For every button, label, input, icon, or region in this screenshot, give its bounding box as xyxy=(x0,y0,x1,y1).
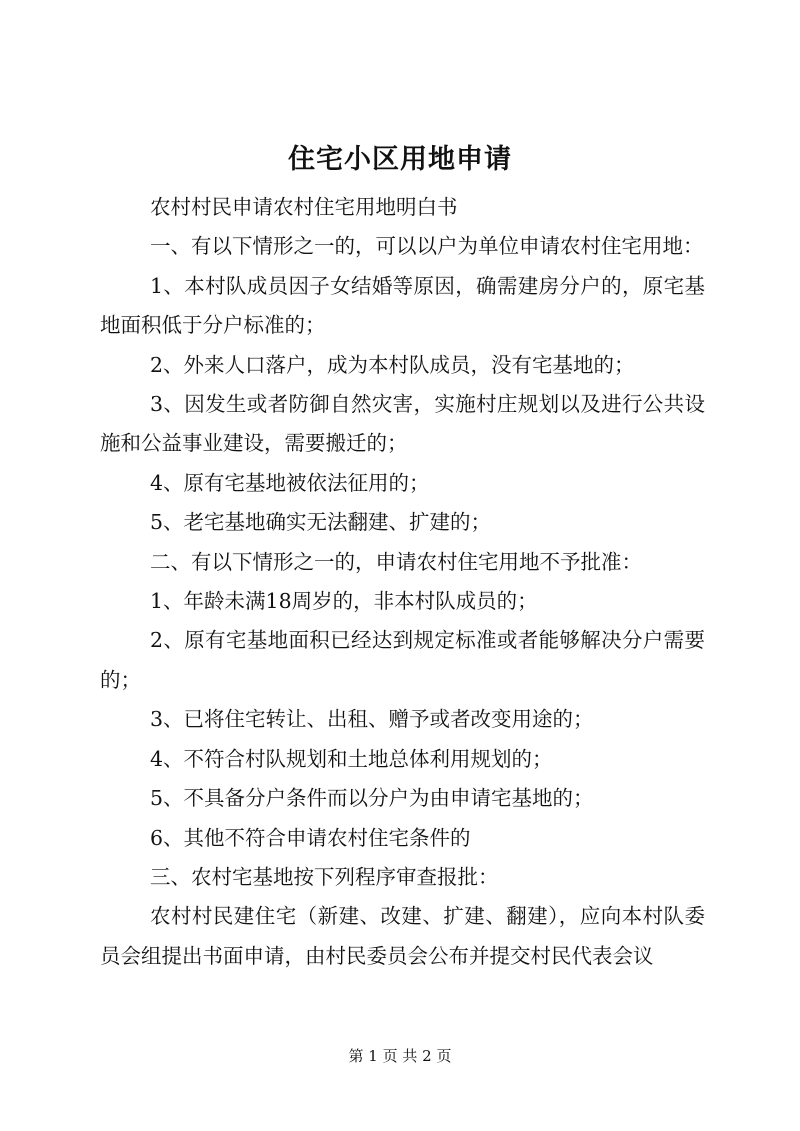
paragraph: 三、农村宅基地按下列程序审查报批： xyxy=(150,864,499,889)
paragraph: 3、已将住宅转让、出租、赠予或者改变用途的； xyxy=(150,707,594,732)
paragraph: 二、有以下情形之一的，申请农村住宅用地不予批准： xyxy=(150,549,642,574)
document-body xyxy=(100,188,705,976)
paragraph: 3、因发生或者防御自然灾害，实施村庄规划以及进行公共设施和公益事业建设，需要搬迁的； xyxy=(100,392,705,456)
paragraph: 2、原有宅基地面积已经达到规定标准或者能够解决分户需要的； xyxy=(100,628,705,692)
paragraph: 一、有以下情形之一的，可以以户为单位申请农村住宅用地： xyxy=(150,234,704,259)
document-title: 住宅小区用地申请 xyxy=(288,144,512,175)
paragraph: 农村村民申请农村住宅用地明白书 xyxy=(150,195,458,219)
paragraph: 5、老宅基地确实无法翻建、扩建的； xyxy=(150,510,492,535)
paragraph: 4、不符合村队规划和土地总体利用规划的； xyxy=(150,746,553,771)
paragraph: 6、其他不符合申请农村住宅条件的 xyxy=(150,825,471,850)
paragraph: 农村村民建住宅（新建、改建、扩建、翻建），应向本村队委员会组提出书面申请，由村民委员会公布并提交村民代表会议 xyxy=(100,904,705,968)
paragraph: 4、原有宅基地被依法征用的； xyxy=(150,470,430,495)
page-number-footer: 第 1 页 共 2 页 xyxy=(348,1047,452,1065)
paragraph: 2、外来人口落户，成为本村队成员，没有宅基地的； xyxy=(150,352,635,377)
paragraph: 5、不具备分户条件而以分户为由申请宅基地的； xyxy=(150,786,594,811)
paragraph: 1、年龄未满18周岁的，非本村队成员的； xyxy=(150,589,538,614)
paragraph: 1、本村队成员因子女结婚等原因，确需建房分户的，原宅基地面积低于分户标准的； xyxy=(100,273,705,338)
